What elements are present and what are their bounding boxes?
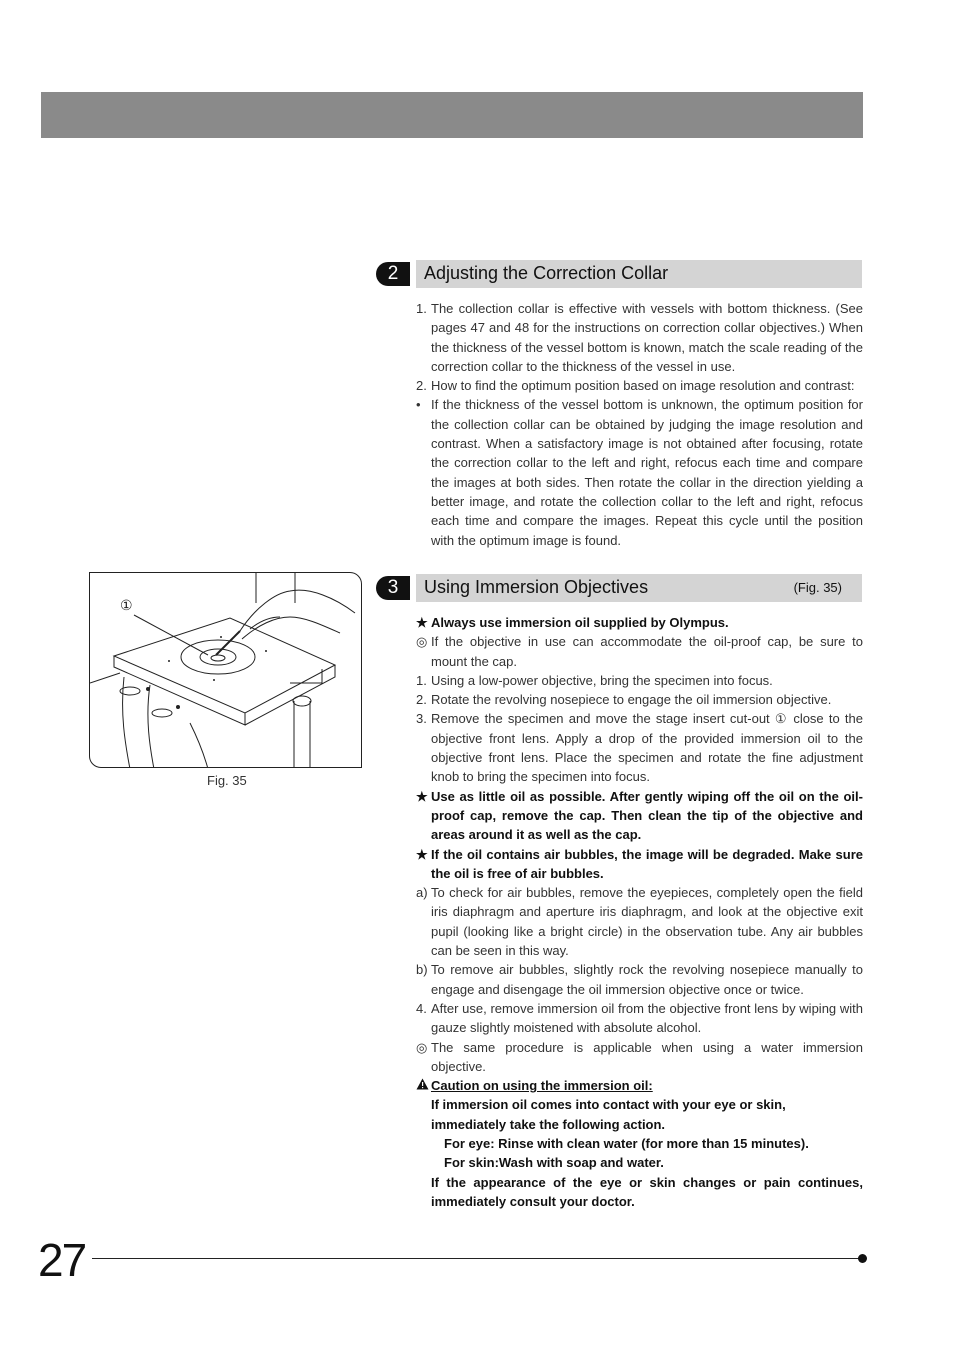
star-icon: ★ — [416, 788, 428, 804]
caution-heading — [416, 1076, 863, 1095]
note-icon: ◎ — [416, 634, 428, 650]
list-item — [416, 883, 863, 960]
item-text: Remove the specimen and move the stage insert cut-out ① close to the objective front lens. Apply a drop of the provided immersion oil to the objective front lens. Place the specimen and rotate the fine adjustment knob to bring the specimen into focus. — [431, 711, 863, 785]
item-text: Always use immersion oil supplied by Olympus. — [431, 615, 729, 630]
list-item — [416, 1038, 863, 1077]
figure-caption: Fig. 35 — [207, 773, 247, 788]
header-bar — [41, 92, 863, 138]
note-icon: ◎ — [416, 1039, 428, 1055]
item-text: How to find the optimum position based on image resolution and contrast: — [431, 378, 855, 394]
caution-intro: If immersion oil comes into contact with your eye or skin, immediately take the following action. — [431, 1097, 786, 1132]
caution-eye: For eye: Rinse with clean water (for more than 15 minutes). — [444, 1136, 809, 1152]
star-icon: ★ — [416, 846, 428, 862]
caution-title: Caution on using the immersion oil: — [431, 1078, 653, 1094]
section-number: 2 — [376, 262, 410, 286]
item-text: To remove air bubbles, slightly rock the revolving nosepiece manually to engage and disengage the oil immersion objective once or twice. — [431, 962, 863, 997]
item-text: Use as little oil as possible. After gently wiping off the oil on the oil-proof cap, remove the cap. Then clean the tip of the objective and areas around it as well as the cap. — [431, 788, 863, 843]
item-marker: 1. — [416, 301, 427, 316]
list-item — [416, 395, 863, 549]
item-text: The collection collar is effective with vessels with bottom thickness. (See pages 47 and 48 for the instructions on correction collar objectives.) When the thickness of the vessel bottom is known, match the scale reading of the correction collar to the thickness of the vessel in use. — [431, 301, 863, 374]
list-item — [416, 709, 863, 786]
list-item — [416, 960, 863, 999]
item-marker: 2. — [416, 692, 427, 708]
page-number: 27 — [38, 1234, 86, 1286]
section-3-heading — [376, 574, 862, 602]
list-item — [416, 613, 863, 632]
section-number: 3 — [376, 576, 410, 600]
item-text: If the oil contains air bubbles, the image will be degraded. Make sure the oil is free of air bubbles. — [431, 846, 863, 881]
figure-reference: (Fig. 35) — [793, 580, 842, 595]
item-marker: 4. — [416, 1000, 427, 1016]
item-marker: 1. — [416, 672, 427, 688]
list-item — [416, 632, 863, 671]
section-title-bar — [416, 260, 862, 288]
list-item — [416, 999, 863, 1038]
item-text: Using a low-power objective, bring the specimen into focus. — [431, 672, 773, 688]
item-marker: b) — [416, 962, 428, 978]
section-title: Using Immersion Objectives — [424, 577, 649, 597]
item-marker: 3. — [416, 711, 427, 727]
footer-dot — [858, 1254, 867, 1263]
list-item — [416, 671, 863, 690]
item-text: If the thickness of the vessel bottom is unknown, the optimum position for the collection collar can be obtained by judging the image resolution and contrast. When a satisfactory image is not obtained after focusing, rotate the correction collar to the left and right, refocus each time and compare the images at both sides. Then rotate the collar in the direction yielding a better image, and rotate the collection collar to the left and right, refocus each time and compare the images. Repeat this cycle until the position with the optimum image is found. — [431, 397, 863, 548]
star-icon: ★ — [416, 615, 428, 630]
list-item — [416, 845, 863, 884]
section-2-body — [416, 299, 863, 550]
item-marker: a) — [416, 885, 428, 901]
item-text: After use, remove immersion oil from the objective front lens by wiping with gauze slightly moistened with absolute alcohol. — [431, 1000, 863, 1036]
section-2-heading — [376, 260, 862, 288]
footer-rule — [92, 1258, 860, 1259]
item-text: The same procedure is applicable when using a water immersion objective. — [431, 1039, 863, 1074]
section-3-body — [416, 613, 863, 1211]
item-text: If the objective in use can accommodate the oil-proof cap, be sure to mount the cap. — [431, 634, 863, 669]
list-item — [416, 787, 863, 845]
section-title-bar — [416, 574, 862, 602]
item-text: To check for air bubbles, remove the eyepieces, completely open the field iris diaphragm and aperture iris diaphragm, and look at the objective exit pupil (looking like a bright circle) in the observation tube. Any air bubbles can be seen in this way. — [431, 885, 863, 959]
list-item — [416, 299, 863, 376]
item-text: Rotate the revolving nosepiece to engage the oil immersion objective. — [431, 692, 832, 708]
caution-closing: If the appearance of the eye or skin changes or pain continues, immediately consult your doctor. — [431, 1174, 863, 1209]
callout-label: ① — [120, 597, 133, 613]
list-item — [416, 690, 863, 709]
warning-triangle-icon — [416, 1076, 431, 1095]
item-marker: • — [416, 397, 421, 413]
item-marker: 2. — [416, 378, 427, 394]
figure-35 — [89, 572, 362, 768]
list-item — [416, 376, 863, 395]
section-title: Adjusting the Correction Collar — [424, 263, 669, 283]
caution-skin: For skin:Wash with soap and water. — [444, 1155, 664, 1171]
